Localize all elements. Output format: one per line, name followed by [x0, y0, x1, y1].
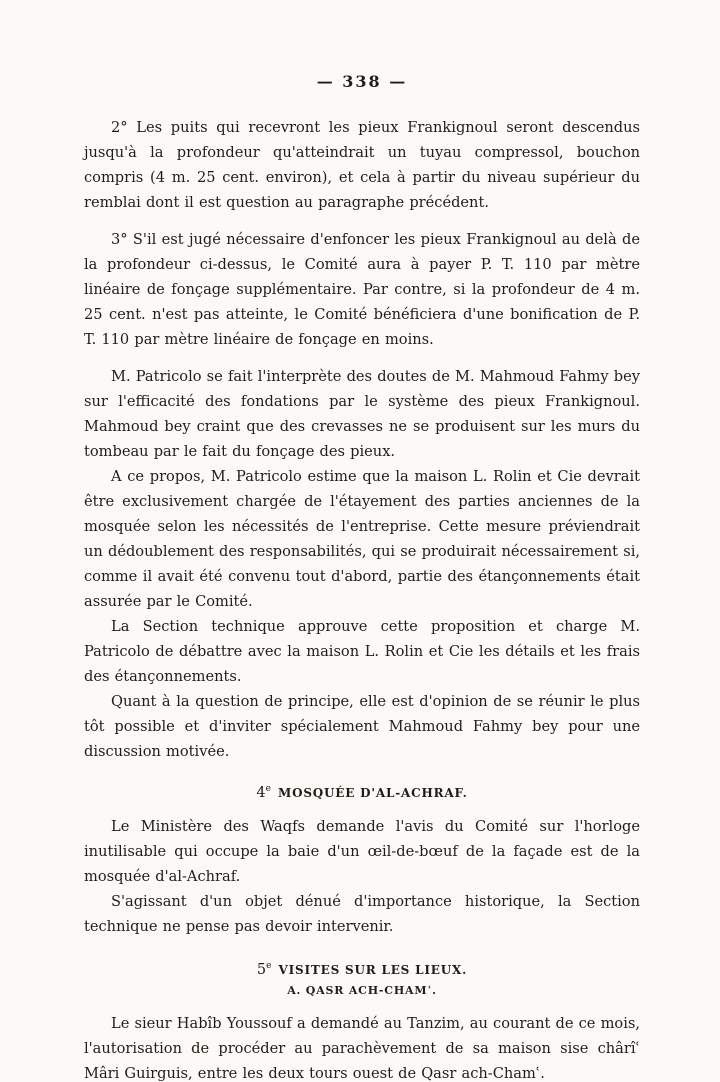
text-block: [84, 72, 640, 1082]
section-number-superscript: e: [265, 784, 271, 795]
paragraph-puits: 2° Les puits qui recevront les pieux Frankignoul seront descendus jusqu'à la profondeur qu'atteindrait un tuyau compressol, bouchon compris (4 m. 25 cent. environ), et cela à partir du niveau supérieur du remblai dont il est question au paragraphe précédent.: [84, 119, 640, 211]
section-number-superscript: e: [266, 961, 272, 972]
section-heading-mosquee: [84, 782, 640, 801]
paragraph-section-technique: La Section technique approuve cette proposition et charge M. Patricolo de débattre avec la maison L. Rolin et Cie les détails et les frais des étançonnements.: [84, 618, 640, 685]
paragraph-foncage: 3° S'il est jugé nécessaire d'enfoncer les pieux Frankignoul au delà de la profondeur ci-dessus, le Comité aura à payer P. T. 110 par mètre linéaire de fonçage supplémentaire. Par contre, si la profondeur de 4 m. 25 cent. n'est pas atteinte, le Comité bénéficiera d'une bonification de P. T. 110 par mètre linéaire de fonçage en moins.: [84, 231, 640, 348]
page-number: — 338 —: [316, 72, 408, 91]
section-heading-visites: [84, 959, 640, 978]
paragraph-patricolo-doutes: M. Patricolo se fait l'interprète des doutes de M. Mahmoud Fahmy bey sur l'efficacité des fondations par le système des pieux Frankignoul. Mahmoud bey craint que des crevasses ne se produisent sur les murs du tombeau par le fait du fonçage des pieux.: [84, 368, 640, 460]
section-title: MOSQUÉE D'AL-ACHRAF.: [277, 786, 468, 800]
paragraph-waqfs-horloge: Le Ministère des Waqfs demande l'avis du Comité sur l'horloge inutilisable qui occupe la baie d'un œil-de-bœuf de la façade est de la mosquée d'al-Achraf.: [84, 818, 640, 885]
section-title: VISITES SUR LES LIEUX.: [278, 963, 468, 977]
paragraph-rolin: A ce propos, M. Patricolo estime que la maison L. Rolin et Cie devrait être exclusivement chargée de l'étayement des parties anciennes de la mosquée selon les nécessités de l'entreprise. Cette mesure préviendrait un dédoublement des responsabilités, qui se produirait nécessairement si, comme il avait été convenu tout d'abord, partie des étançonnements était assurée par le Comité.: [84, 468, 640, 610]
paragraph-habib-youssouf: Le sieur Habîb Youssouf a demandé au Tanzim, au courant de ce mois, l'autorisation de procéder au parachèvement de sa maison sise chârîʿ Mâri Guirguis, entre les deux tours ouest de Qasr ach-Chamʿ.: [84, 1015, 640, 1082]
subsection-heading-qasr: A. QASR ACH-CHAMʿ.: [287, 984, 437, 997]
paragraph-objet-denue: S'agissant d'un objet dénué d'importance historique, la Section technique ne pense pas devoir intervenir.: [84, 893, 640, 935]
section-number: 5e: [256, 961, 272, 978]
paragraph-question-principe: Quant à la question de principe, elle est d'opinion de se réunir le plus tôt possible et d'inviter spécialement Mahmoud Fahmy bey pour une discussion motivée.: [84, 693, 640, 760]
section-number: 4e: [256, 784, 271, 801]
